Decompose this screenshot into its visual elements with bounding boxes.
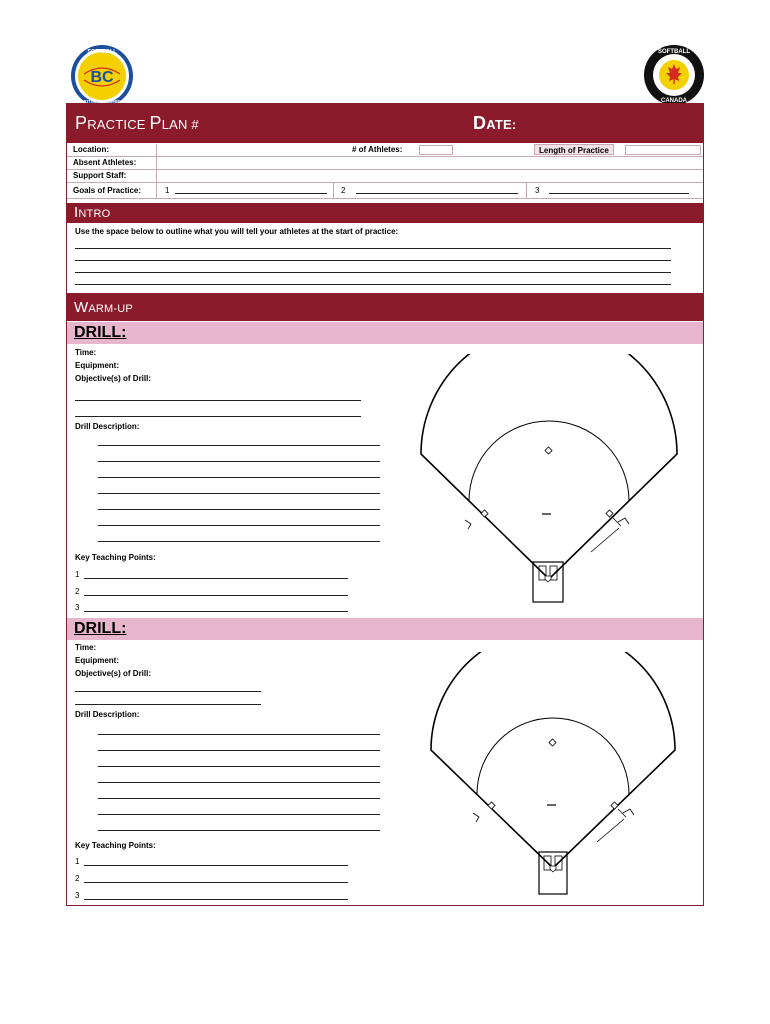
goal-number-3: 3 [535, 186, 540, 195]
drill-2-time-label: Time: [75, 643, 97, 652]
date-label: DATE: [473, 113, 517, 133]
support-row [67, 170, 703, 183]
location-label: Location: [67, 144, 157, 157]
drill-2-key-points-label: Key Teaching Points: [75, 841, 156, 850]
drill-1-objective-line-1[interactable] [75, 400, 361, 401]
drill-1-point-line-1[interactable] [84, 578, 348, 579]
length-field[interactable] [625, 145, 701, 155]
canada-logo-top-text: SOFTBALL [658, 49, 690, 55]
drill-1-desc-line[interactable] [98, 525, 380, 526]
drill-2-title: DRILL: [74, 620, 127, 637]
goals-row [67, 183, 703, 199]
drill-1-objective-label: Objective(s) of Drill: [75, 374, 152, 383]
drill-2-objective-line-2[interactable] [75, 704, 261, 705]
absent-row [67, 157, 703, 170]
intro-line-2[interactable] [75, 260, 671, 261]
drill-1-desc-line[interactable] [98, 445, 380, 446]
page-title: PRACTICE PLAN # [75, 113, 199, 133]
softball-bc-logo [70, 44, 134, 108]
drill-1-time-label: Time: [75, 348, 97, 357]
drill-2-point-number-3: 3 [75, 891, 80, 900]
absent-field[interactable] [158, 158, 702, 168]
bc-logo-bottom-text: BRITISH COLUMBIA [80, 99, 124, 104]
drill-2-desc-line[interactable] [98, 734, 380, 735]
drill-2-equipment-label: Equipment: [75, 656, 119, 665]
drill-1-point-line-3[interactable] [84, 611, 348, 612]
goal-3-line[interactable] [549, 193, 689, 194]
drill-2-desc-line[interactable] [98, 830, 380, 831]
drill-1-header [67, 322, 703, 344]
drill-1-desc-line[interactable] [98, 461, 380, 462]
drill-2-header [67, 618, 703, 640]
goal-1-line[interactable] [175, 193, 327, 194]
goal-number-1: 1 [165, 186, 170, 195]
intro-line-4[interactable] [75, 284, 671, 285]
intro-instruction: Use the space below to outline what you will tell your athletes at the start of practice: [75, 227, 399, 236]
drill-2-point-line-1[interactable] [84, 865, 348, 866]
drill-1-desc-line[interactable] [98, 493, 380, 494]
drill-2-description-label: Drill Description: [75, 710, 140, 719]
drill-1-key-points-label: Key Teaching Points: [75, 553, 156, 562]
drill-1-equipment-label: Equipment: [75, 361, 119, 370]
drill-2-field-diagram [425, 652, 681, 898]
drill-1-field-diagram [415, 354, 683, 606]
support-label: Support Staff: [67, 170, 157, 183]
support-field[interactable] [158, 171, 702, 181]
softball-canada-logo [643, 44, 705, 106]
drill-1-desc-line[interactable] [98, 541, 380, 542]
drill-2-objective-line-1[interactable] [75, 691, 261, 692]
intro-line-1[interactable] [75, 248, 671, 249]
bc-badge-text: BC [90, 69, 114, 86]
drill-2-objective-label: Objective(s) of Drill: [75, 669, 152, 678]
drill-1-point-number-2: 2 [75, 587, 80, 596]
goal-number-2: 2 [341, 186, 346, 195]
athletes-field[interactable] [419, 145, 453, 155]
location-field[interactable] [158, 145, 348, 155]
intro-line-3[interactable] [75, 272, 671, 273]
drill-1-point-number-1: 1 [75, 570, 80, 579]
drill-2-desc-line[interactable] [98, 750, 380, 751]
intro-band [67, 203, 703, 223]
bc-logo-top-text: SOFTBALL [87, 49, 117, 55]
drill-1-desc-line[interactable] [98, 509, 380, 510]
drill-1-title: DRILL: [74, 324, 127, 341]
header-band [67, 104, 703, 143]
intro-title: INTRO [74, 204, 111, 221]
drill-2-point-line-3[interactable] [84, 899, 348, 900]
athletes-label: # of Athletes: [352, 145, 403, 154]
warmup-title: WARM-UP [74, 299, 133, 316]
drill-2-desc-line[interactable] [98, 766, 380, 767]
drill-2-point-number-1: 1 [75, 857, 80, 866]
drill-1-description-label: Drill Description: [75, 422, 140, 431]
drill-1-desc-line[interactable] [98, 477, 380, 478]
absent-label: Absent Athletes: [67, 157, 157, 170]
practice-plan-form [66, 103, 704, 906]
drill-2-point-line-2[interactable] [84, 882, 348, 883]
drill-2-desc-line[interactable] [98, 814, 380, 815]
length-label: Length of Practice [534, 144, 614, 155]
goal-2-line[interactable] [356, 193, 518, 194]
warmup-band [67, 293, 703, 321]
drill-2-desc-line[interactable] [98, 782, 380, 783]
location-row [67, 144, 703, 157]
drill-1-point-number-3: 3 [75, 603, 80, 612]
drill-2-desc-line[interactable] [98, 798, 380, 799]
canada-logo-bottom-text: CANADA [661, 98, 687, 104]
drill-2-point-number-2: 2 [75, 874, 80, 883]
drill-1-point-line-2[interactable] [84, 595, 348, 596]
drill-1-objective-line-2[interactable] [75, 416, 361, 417]
goals-label: Goals of Practice: [67, 183, 157, 199]
